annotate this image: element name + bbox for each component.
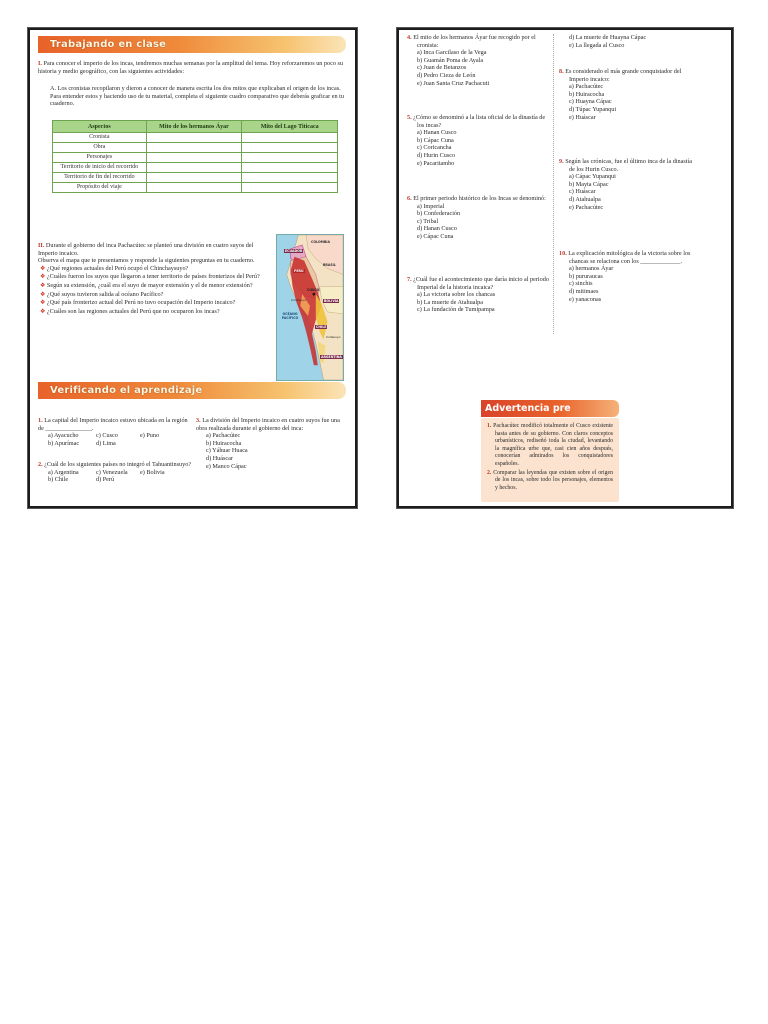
table-row xyxy=(53,173,338,183)
question-9 xyxy=(559,158,699,211)
table-cell-aspect: Territorio de fin del recorrido xyxy=(53,173,147,183)
bullet-text: ¿Cuáles fueron los suyos que llegaron a tener territorio de países fronterizos del Perú? xyxy=(46,273,260,281)
question-number: 2. xyxy=(38,461,43,468)
question-stem xyxy=(559,68,699,83)
option[interactable]: a) Cápac Yupanqui xyxy=(569,173,616,181)
map-label-ecuador: ECUADOR xyxy=(285,249,303,253)
option[interactable]: b) Mayta Cápac xyxy=(569,180,609,188)
sub-text: Los cronistas recopilaron y dieron a conocer de manera escrita los dos mitos que explicaban el origen de los incas. Para entender estos y haciendo uso de tu material, completa el siguiente cuadro comparativo que deberás graficar en tu cuaderno. xyxy=(50,85,344,108)
option[interactable]: e) Juan Santa Cruz Pachacuti xyxy=(417,79,490,87)
option[interactable]: b) La muerte de Atahualpa xyxy=(417,298,483,306)
header-mito-titicaca: Mito del Lago Titicaca xyxy=(242,121,338,133)
question-text: El primer periodo histórico de los Incas se denominó: xyxy=(413,195,546,202)
map-label-chile: CHILE xyxy=(316,325,327,329)
bullet-item xyxy=(38,308,270,317)
table-cell-blank[interactable] xyxy=(146,173,242,183)
option[interactable]: d) Pedro Cieza de León xyxy=(417,71,476,79)
bullet-text: ¿Qué país fronterizo actual del Perú no tuvo ocupación del Imperio incaico? xyxy=(46,299,236,307)
bullet-text: ¿Qué suyos tuvieron salida al océano Pacífico? xyxy=(46,290,164,298)
map-label-bolivia: BOLIVIA xyxy=(324,299,339,303)
bullet-item xyxy=(38,299,270,308)
option[interactable]: e) Pacaritambo xyxy=(417,159,455,167)
question-text: Según las crónicas, fue el último inca de la dinastía de los Hurin Cusco. xyxy=(565,158,692,173)
bullet-icon: ❖ xyxy=(40,300,47,307)
option[interactable]: c) Juan de Betanzos xyxy=(417,64,467,72)
table-cell-aspect: Cronista xyxy=(53,133,147,143)
table-row xyxy=(53,163,338,173)
options-list xyxy=(196,432,346,470)
option[interactable]: d) Huáscar xyxy=(206,454,233,462)
bullet-icon: ❖ xyxy=(40,308,47,315)
question-6 xyxy=(407,195,549,241)
options-grid xyxy=(38,469,192,485)
option[interactable]: d) Hurin Cusco xyxy=(417,151,456,159)
header-mito-ayar: Mito de los hermanos Áyar xyxy=(146,121,242,133)
sub-label: A. xyxy=(50,85,57,92)
question-number: 10. xyxy=(559,250,569,257)
map-label-argentina: ARGENTINA xyxy=(321,355,342,359)
comparison-table xyxy=(52,120,338,193)
table-cell-blank[interactable] xyxy=(146,153,242,163)
table-cell-aspect: Territorio de inicio del recorrido xyxy=(53,163,147,173)
verify-question-2 xyxy=(38,461,192,485)
question-text: La capital del Imperio incaico estuvo ubicada en la región de _______________. xyxy=(38,417,188,432)
question-text: ¿Cuál fue el acontecimiento que daría inicio al periodo Imperial de la historia incaica? xyxy=(413,276,549,291)
question-text: ¿Cómo se denominó a la lista oficial de la dinastía de los incas? xyxy=(413,114,546,129)
option[interactable]: c) Huáscar xyxy=(569,188,596,196)
option[interactable]: c) Coricancha xyxy=(417,144,452,152)
header-aspectos: Aspectos xyxy=(53,121,147,133)
question-stem xyxy=(407,276,549,291)
question-10 xyxy=(559,250,699,303)
table-cell-aspect: Obra xyxy=(53,143,147,153)
question-7-continued xyxy=(559,34,699,49)
question-text: Durante el gobierno del inca Pachacútec se planteó una división en cuatro suyos del Imperio incaico. xyxy=(38,242,254,257)
option[interactable]: a) Pachacútec xyxy=(569,83,604,91)
bullet-list xyxy=(38,265,270,317)
item-text: Pachacútec modificó totalmente el Cusco existente hasta antes de su gobierno. Con claros conceptos urbanísticos, rediseñó toda la ciudad, levantando la magnífica urbe que, casi cien años después, conocerían admirados los conquistadores españoles. xyxy=(493,423,613,467)
question-7 xyxy=(407,276,549,314)
advertencia-box xyxy=(481,418,619,502)
table-row xyxy=(53,143,338,153)
advertencia-item xyxy=(481,469,619,493)
option[interactable]: d) mitimaes xyxy=(569,287,599,295)
question-number: 7. xyxy=(407,276,414,283)
bullet-text: ¿Qué regiones actuales del Perú ocupó el Chinchaysuyo? xyxy=(46,264,189,272)
question-number: 5. xyxy=(407,114,414,121)
map-label-contisuyo: Contisuyo xyxy=(291,298,306,302)
option[interactable]: d) Túpac Yupanqui xyxy=(569,105,617,113)
question-ii xyxy=(38,242,270,316)
table-cell-blank[interactable] xyxy=(146,133,242,143)
map-label-peru: PERÚ xyxy=(294,269,304,273)
option[interactable]: a) Inca Garcilaso de la Vega xyxy=(417,49,487,57)
option[interactable]: b) Guamán Poma de Ayala xyxy=(417,56,484,64)
table-cell-blank[interactable] xyxy=(242,163,338,173)
option[interactable]: d) La muerte de Huayna Cápac xyxy=(569,34,647,41)
option[interactable]: b) Chile xyxy=(48,476,69,484)
table-row xyxy=(53,153,338,163)
question-number: 4. xyxy=(407,34,414,41)
option[interactable]: b) Huiracocha xyxy=(206,439,242,447)
option[interactable]: a) La victoria sobre los chancas xyxy=(417,291,496,299)
option[interactable]: e) La llegada al Cusco xyxy=(569,41,625,49)
table-cell-blank[interactable] xyxy=(146,183,242,193)
option[interactable]: b) Huiracocha xyxy=(569,90,605,98)
question-text: Para conocer el imperio de los incas, tendremos muchas semanas por la amplitud del tema. Hoy reforzaremos un poco su historia y medio geográfico, con las siguientes actividades: xyxy=(38,60,343,75)
question-text: El mito de los hermanos Áyar fue recogido por el cronista: xyxy=(413,34,536,49)
option[interactable]: d) Hanan Cusco xyxy=(417,225,457,233)
map-label-colombia: COLOMBIA xyxy=(311,240,330,244)
verify-question-1 xyxy=(38,417,192,448)
item-number: 2. xyxy=(487,469,494,476)
column-divider xyxy=(553,34,554,334)
question-text: La división del Imperio incaico en cuatro suyos fue una obra realizada durante el gobierno del inca: xyxy=(196,417,340,432)
question-stem xyxy=(407,34,549,49)
table-cell-blank[interactable] xyxy=(146,143,242,153)
question-4 xyxy=(407,34,549,87)
question-number: 8. xyxy=(559,68,566,75)
option[interactable]: c) sinchis xyxy=(569,280,593,288)
option[interactable]: a) hermanos Áyar xyxy=(569,265,614,273)
bullet-item xyxy=(38,273,270,282)
question-8 xyxy=(559,68,699,121)
verify-question-3 xyxy=(196,417,346,470)
advertencia-item xyxy=(481,418,619,469)
item-number: 1. xyxy=(487,423,494,429)
option[interactable]: d) Lima xyxy=(96,439,116,447)
option[interactable]: c) Tribal xyxy=(417,217,439,225)
map-label-brasil: BRASIL xyxy=(323,263,336,267)
option[interactable]: b) Apurímac xyxy=(48,439,80,447)
bullet-icon: ❖ xyxy=(40,265,47,272)
options-grid xyxy=(38,432,192,448)
option[interactable]: b) pururaucas xyxy=(569,272,603,280)
map-label-collasuyo: Collasuyo xyxy=(326,335,341,339)
question-number: 9. xyxy=(559,158,566,165)
option[interactable]: d) Perú xyxy=(96,476,115,484)
question-number: 1. xyxy=(38,417,43,424)
table-cell-blank[interactable] xyxy=(242,173,338,183)
item-text: Comparar las leyendas que existen sobre el origen de los incas, sobre todo los personajes, elementos y hechos. xyxy=(493,469,613,491)
banner-advertencia: Advertencia pre xyxy=(481,400,619,417)
question-number: 3. xyxy=(196,417,201,424)
bullet-text: Según su extensión, ¿cuál era el suyo de mayor extensión y el de menor extensión? xyxy=(46,281,253,289)
table-cell-blank[interactable] xyxy=(146,163,242,173)
option[interactable]: a) Pachacútec xyxy=(206,432,241,440)
option[interactable]: b) Cápac Cuna xyxy=(417,136,454,144)
option[interactable]: c) Huayna Cápac xyxy=(569,98,612,106)
question-stem xyxy=(559,158,699,173)
table-cell-blank[interactable] xyxy=(242,143,338,153)
question-number: 6. xyxy=(407,195,414,202)
bullet-item xyxy=(38,282,270,291)
question-number: I. xyxy=(38,60,42,67)
question-stem xyxy=(407,114,549,129)
map-label-oceano: OCÉANO PACÍFICO xyxy=(281,312,299,320)
option[interactable]: c) La fundación de Tumipampa xyxy=(417,306,495,314)
question-text: La explicación mitológica de la victoria sobre los chancas se relaciona con los _____________. xyxy=(568,250,691,265)
bullet-icon: ❖ xyxy=(40,291,47,298)
question-text: ¿Cuál de los siguientes países no integró el Tahuantinsuyo? xyxy=(44,461,192,468)
option[interactable]: e) Cápac Cuna xyxy=(417,232,454,240)
option[interactable]: b) Confederación xyxy=(417,210,461,218)
option[interactable]: e) yanaconas xyxy=(569,295,602,303)
table-row xyxy=(53,133,338,143)
option[interactable]: a) Hanan Cusco xyxy=(417,129,457,137)
table-cell-blank[interactable] xyxy=(242,153,338,163)
bullet-icon: ❖ xyxy=(40,282,47,289)
table-cell-blank[interactable] xyxy=(242,133,338,143)
option[interactable]: e) Pachacútec xyxy=(569,203,604,211)
table-header-row xyxy=(53,121,338,133)
option[interactable]: a) Argentina xyxy=(48,468,79,476)
banner-trabajando: Trabajando en clase xyxy=(38,36,346,53)
option[interactable]: c) Venezuela xyxy=(96,468,128,476)
question-i-a xyxy=(50,85,346,108)
option[interactable]: a) Ayacucho xyxy=(48,432,79,440)
table-cell-aspect: Propósito del viaje xyxy=(53,183,147,193)
option[interactable]: c) Yáhuar Huaca xyxy=(206,447,248,455)
table-row xyxy=(53,183,338,193)
map-label-cusco: CUSCO xyxy=(307,288,320,292)
question-stem xyxy=(559,250,699,265)
question-instruction: Observa el mapa que te presentamos y responde la siguientes preguntas en tu cuaderno. xyxy=(38,257,255,265)
option[interactable]: e) Puno xyxy=(140,432,160,440)
table-cell-blank[interactable] xyxy=(242,183,338,193)
bullet-item xyxy=(38,265,270,274)
left-page xyxy=(28,28,357,508)
question-5 xyxy=(407,114,549,167)
question-text: Es considerado el más grande conquistador del Imperio incaico: xyxy=(565,68,682,83)
right-page xyxy=(397,28,733,508)
option[interactable]: e) Manco Cápac xyxy=(206,462,247,470)
question-stem xyxy=(407,195,549,203)
bullet-text: ¿Cuáles son las regiones actuales del Perú que no ocuparon los incas? xyxy=(46,307,220,315)
option[interactable]: d) Atahualpa xyxy=(569,195,601,203)
banner-verificando: Verificando el aprendizaje xyxy=(38,382,346,399)
option[interactable]: c) Cusco xyxy=(96,432,118,440)
question-i xyxy=(38,60,346,75)
bullet-icon: ❖ xyxy=(40,274,47,281)
option[interactable]: e) Huáscar xyxy=(569,113,596,121)
option[interactable]: a) Imperial xyxy=(417,202,445,210)
bullet-item xyxy=(38,291,270,300)
question-number: II. xyxy=(38,242,45,249)
table-cell-aspect: Personajes xyxy=(53,153,147,163)
option[interactable]: e) Bolivia xyxy=(140,468,165,476)
tahuantinsuyo-map xyxy=(276,234,344,381)
